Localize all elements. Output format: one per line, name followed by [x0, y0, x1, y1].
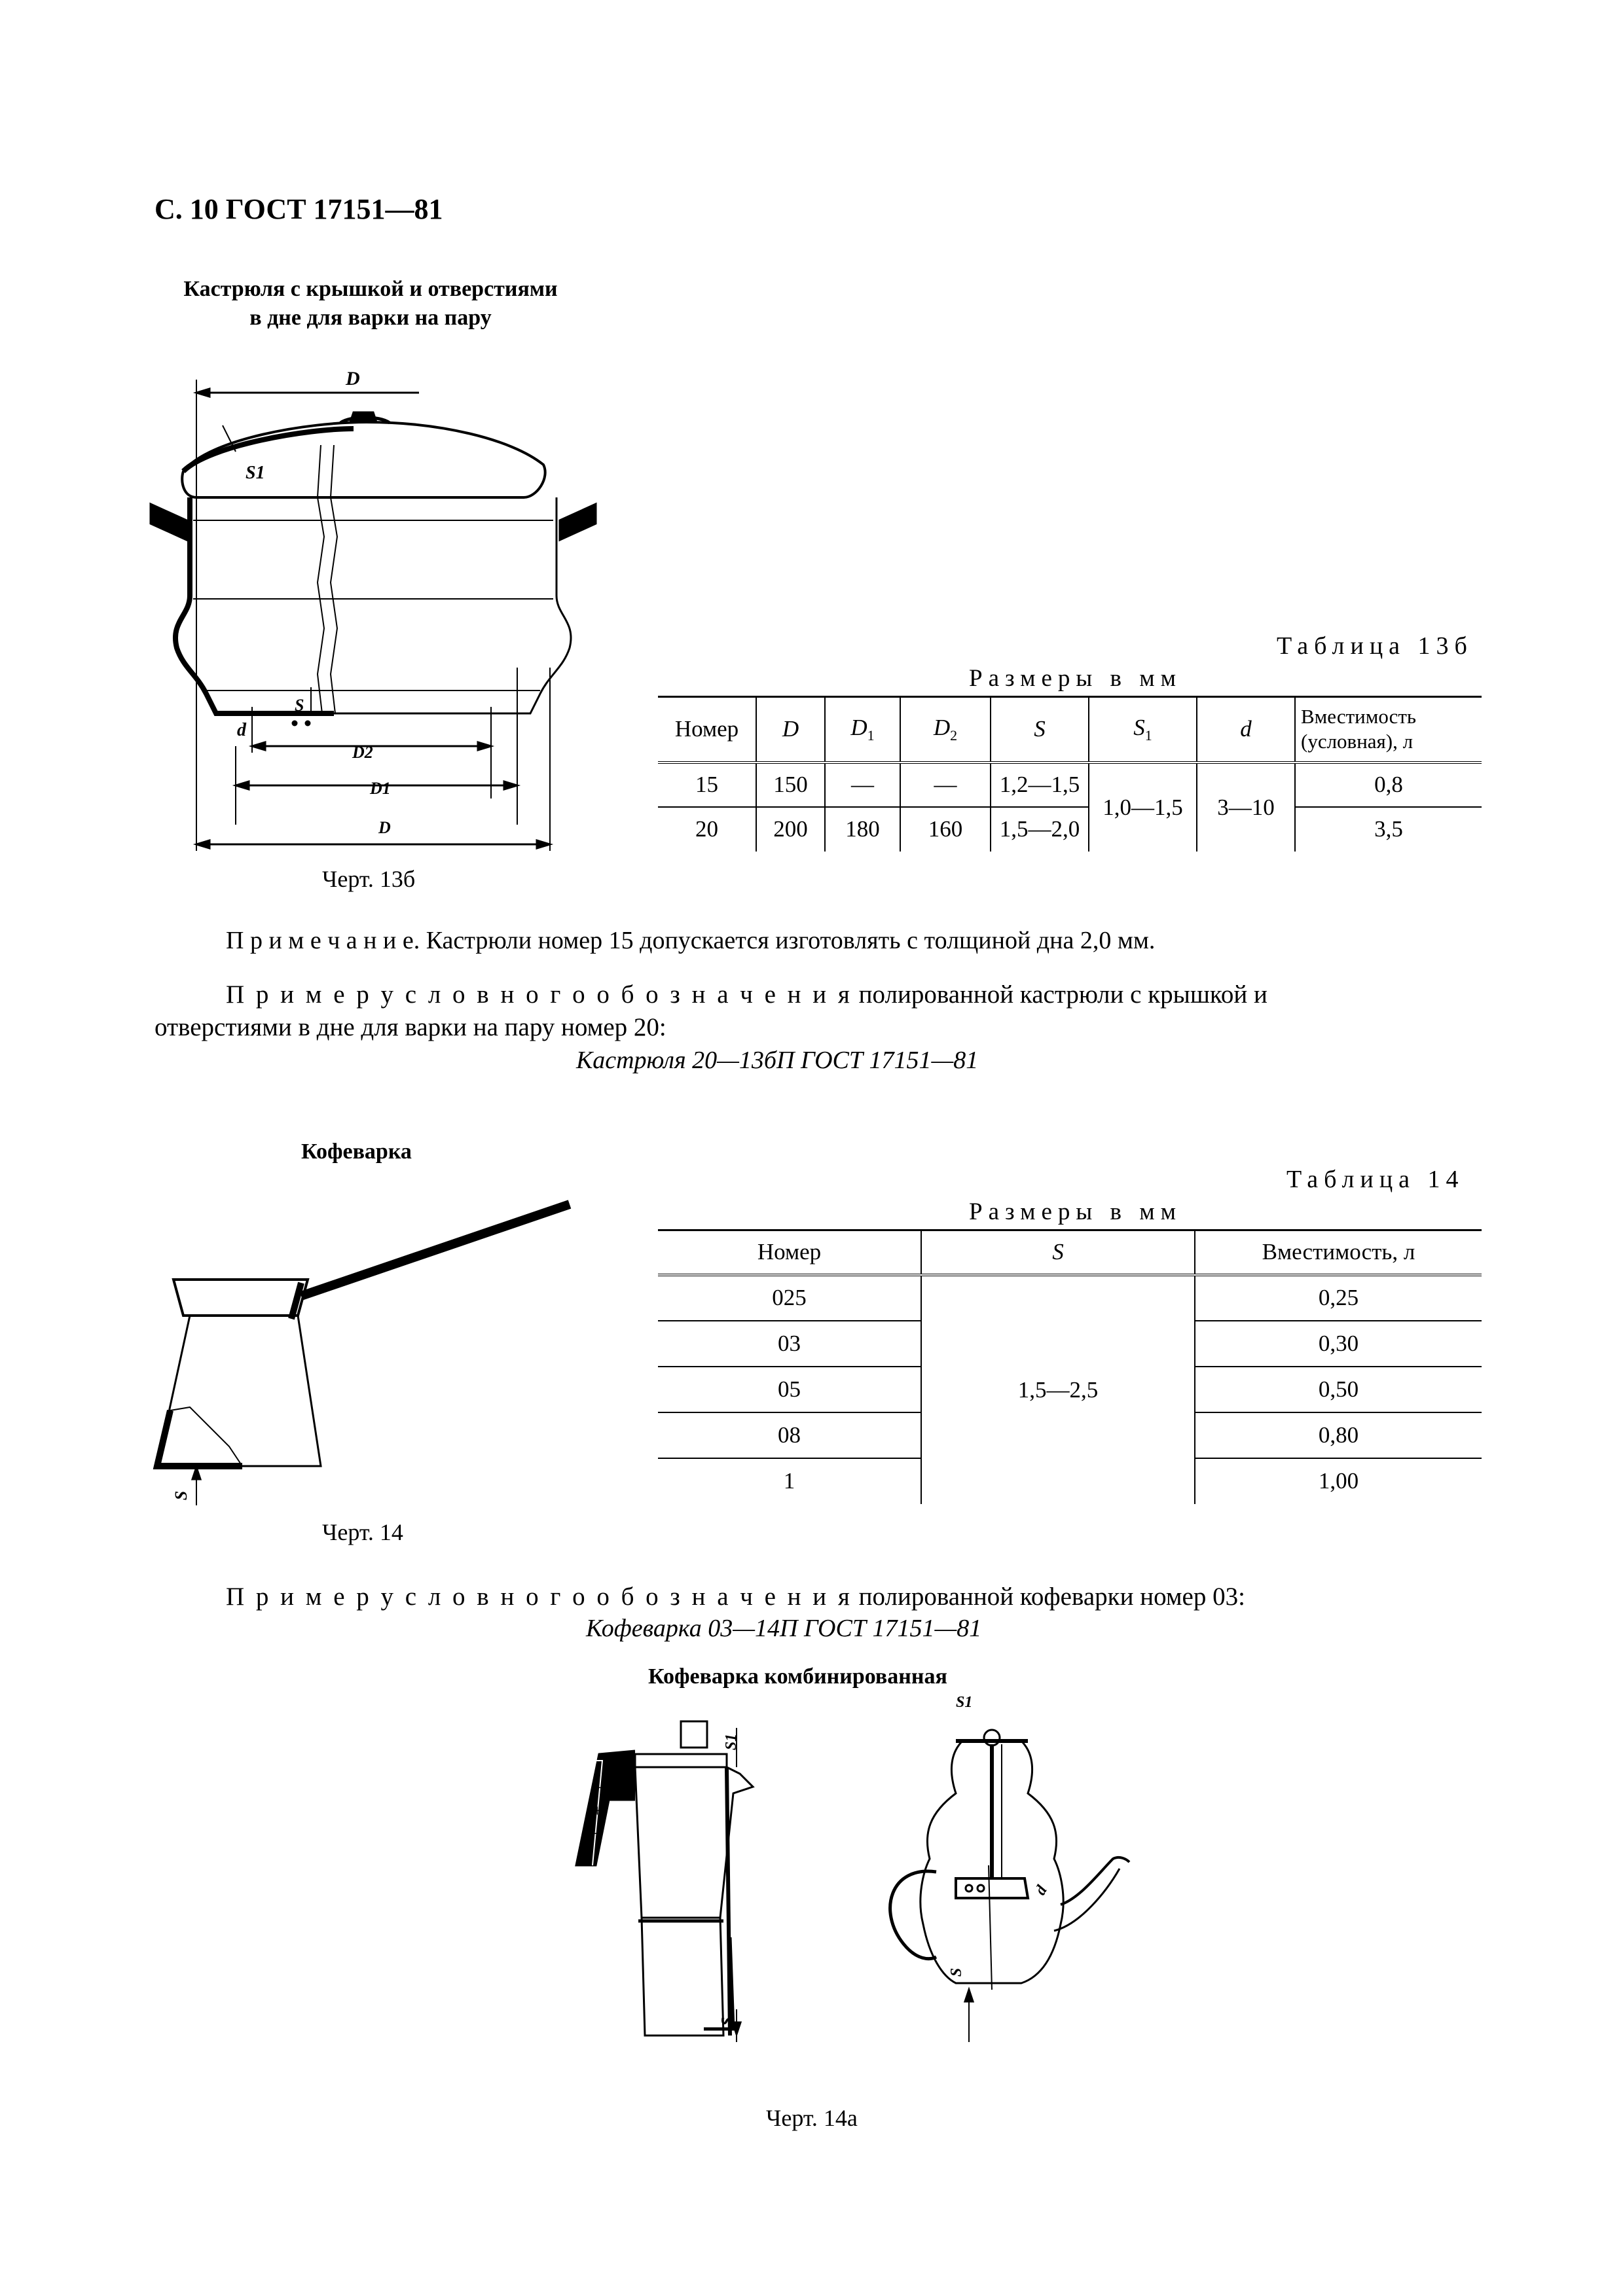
cell-merged-S1: 1,0—1,5 — [1089, 762, 1197, 852]
pan-label-d: d — [237, 720, 246, 740]
table-row — [658, 762, 1482, 807]
cell: 200 — [756, 807, 825, 852]
pan-label-D-bottom: D — [378, 818, 391, 837]
pan-label-D1: D1 — [370, 779, 391, 798]
coffee-label-s: S — [172, 1490, 191, 1501]
pan-title-line2: в дне для варки на пару — [249, 306, 492, 330]
coffee-title: Кофеварка — [301, 1139, 412, 1164]
coffee-drawing — [144, 1191, 589, 1532]
cell: — — [825, 762, 900, 807]
example2-lead: П р и м е р у с л о в н о г о о б о з н а ч е н и я — [226, 1583, 852, 1611]
cell: 08 — [658, 1412, 921, 1458]
th-S1 — [1089, 697, 1197, 762]
cell: 025 — [658, 1275, 921, 1321]
th-capacity — [1295, 697, 1482, 762]
cell-merged-d: 3—10 — [1197, 762, 1295, 852]
th-D2-letter: D — [933, 714, 951, 740]
pan-label-S: S — [295, 696, 304, 715]
cell: — — [900, 762, 991, 807]
th14-number: Номер — [757, 1239, 822, 1265]
cell: 20 — [695, 816, 718, 842]
example2-designation: Кофеварка 03—14П ГОСТ 17151—81 — [586, 1615, 982, 1642]
pan-label-D-top: D — [346, 368, 360, 389]
svg-text:+: + — [597, 1778, 607, 1797]
th-D1-letter: D — [850, 714, 867, 740]
th-D2 — [900, 697, 991, 762]
pan-label-D2: D2 — [352, 743, 373, 762]
combo-drawing-right — [864, 1702, 1159, 2068]
example1 — [226, 978, 1483, 1011]
combo-label-S1-right: S1 — [956, 1694, 973, 1711]
table13-units: Размеры в мм — [969, 665, 1182, 692]
th-D: D — [756, 697, 825, 762]
cell: 1,2—1,5 — [991, 762, 1089, 807]
table-row — [658, 1275, 1482, 1321]
th-capacity-line1: Вместимость — [1301, 705, 1417, 728]
table13 — [658, 696, 1482, 852]
th-D2-sub: 2 — [950, 726, 958, 744]
example1-designation: Кастрюля 20—13бП ГОСТ 17151—81 — [576, 1047, 979, 1074]
combo-title: Кофеварка комбинированная — [648, 1664, 947, 1689]
th14-S: S — [921, 1230, 1195, 1275]
th14-capacity: Вместимость, л — [1195, 1230, 1482, 1275]
cell: 0,50 — [1195, 1367, 1482, 1412]
example2 — [226, 1581, 1483, 1613]
cell: 1,00 — [1195, 1458, 1482, 1504]
pan-label-S1: S1 — [246, 463, 265, 483]
th-D1 — [825, 697, 900, 762]
cell: 3,5 — [1295, 807, 1482, 852]
example1-text1: полированной кастрюли с крышкой и — [858, 980, 1267, 1009]
cell: 0,80 — [1195, 1412, 1482, 1458]
th-S1-sub: 1 — [1144, 726, 1152, 744]
page-header: С. 10 ГОСТ 17151—81 — [155, 193, 443, 225]
combo-label-d-right: d — [1032, 1882, 1051, 1898]
th-S: S — [991, 697, 1089, 762]
pan-title-line1: Кастрюля с крышкой и отверстиями — [183, 277, 558, 301]
cell: 0,25 — [1195, 1275, 1482, 1321]
coffee-figure-caption: Черт. 14 — [322, 1519, 403, 1545]
th-S1-letter: S — [1133, 714, 1145, 740]
cell: 180 — [825, 807, 900, 852]
th-capacity-line2: (условная), л — [1301, 730, 1413, 753]
cell-merged-S: 1,5—2,5 — [921, 1275, 1195, 1504]
pan-figure-caption: Черт. 13б — [322, 866, 416, 892]
note: П р и м е ч а н и е. Кастрюли номер 15 допускается изготовлять с толщиной дна 2,0 мм. — [226, 927, 1156, 954]
example2-text: полированной кофеварки номер 03: — [858, 1583, 1245, 1611]
cell: 1,5—2,0 — [991, 807, 1089, 852]
table14-caption: Таблица 14 — [1286, 1166, 1465, 1193]
combo-label-S-left: S — [719, 2017, 737, 2026]
table-row — [658, 807, 1482, 852]
pan-title — [155, 275, 587, 332]
example1-lead: П р и м е р у с л о в н о г о о б о з н а ч е н и я — [226, 980, 852, 1009]
example1-text2: отверстиями в дне для варки на пару номер 20: — [155, 1013, 666, 1041]
cell: 05 — [658, 1367, 921, 1412]
combo-label-S-right: S — [948, 1967, 966, 1977]
combo-figure-caption: Черт. 14а — [766, 2105, 858, 2131]
table14 — [658, 1229, 1482, 1504]
cell: 0,8 — [1295, 762, 1482, 807]
th-number: Номер — [674, 716, 739, 742]
table13-caption: Таблица 13б — [1277, 632, 1473, 660]
cell: 160 — [900, 807, 991, 852]
combo-drawing-left — [563, 1702, 799, 2042]
svg-text:+: + — [588, 1824, 598, 1843]
combo-label-S1-left: S1 — [723, 1733, 740, 1751]
cell: 15 — [695, 772, 718, 797]
cell: 0,30 — [1195, 1321, 1482, 1367]
th-D1-sub: 1 — [867, 726, 875, 744]
th-d: d — [1197, 697, 1295, 762]
cell: 1 — [783, 1468, 795, 1494]
svg-text:+: + — [593, 1801, 602, 1820]
cell: 03 — [658, 1321, 921, 1367]
table14-units: Размеры в мм — [969, 1198, 1182, 1225]
cell: 150 — [756, 762, 825, 807]
